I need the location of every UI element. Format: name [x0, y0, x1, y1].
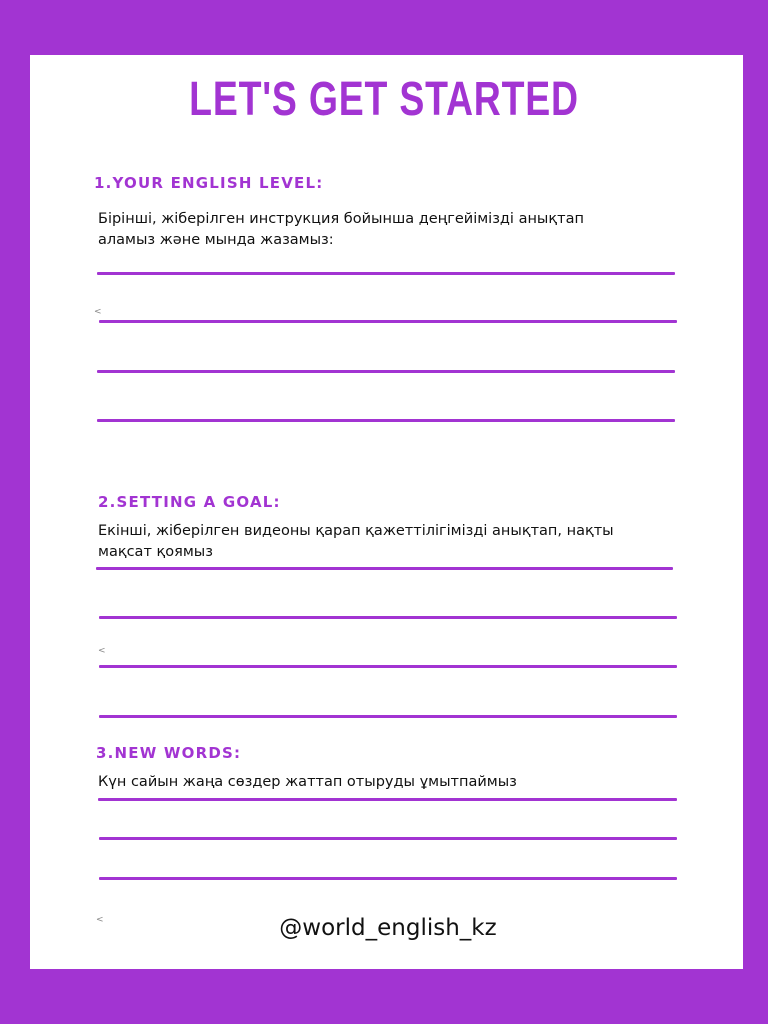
answer-line[interactable]	[99, 877, 677, 880]
left-chevron-icon: <	[94, 307, 102, 317]
answer-line[interactable]	[99, 320, 677, 323]
answer-line[interactable]	[99, 715, 677, 718]
page-title: LET'S GET STARTED	[189, 73, 579, 126]
answer-line[interactable]	[96, 567, 673, 570]
section-heading-setting-goal: 2.SETTING A GOAL:	[98, 493, 281, 511]
section-heading-english-level: 1.YOUR ENGLISH LEVEL:	[94, 174, 324, 192]
worksheet-page	[30, 55, 743, 969]
section-heading-new-words: 3.NEW WORDS:	[96, 744, 242, 762]
answer-line[interactable]	[97, 370, 675, 373]
answer-line[interactable]	[97, 272, 675, 275]
answer-line[interactable]	[97, 419, 675, 422]
answer-line[interactable]	[99, 665, 677, 668]
answer-line[interactable]	[99, 837, 677, 840]
section-description-setting-goal: Екінші, жіберілген видеоны қарап қажеттілігімізді анықтап, нақты мақсат қоямыз	[98, 523, 614, 560]
section-description-english-level: Бірінші, жіберілген инструкция бойынша деңгейімізді анықтап аламыз және мында жазамыз:	[98, 211, 584, 248]
left-chevron-icon: <	[96, 915, 104, 925]
footer-handle: @world_english_kz	[279, 915, 497, 941]
section-description-new-words: Күн сайын жаңа сөздер жаттап отыруды ұмытпаймыз	[98, 774, 517, 790]
answer-line[interactable]	[98, 798, 677, 801]
left-chevron-icon: <	[98, 646, 106, 656]
answer-line[interactable]	[99, 616, 677, 619]
